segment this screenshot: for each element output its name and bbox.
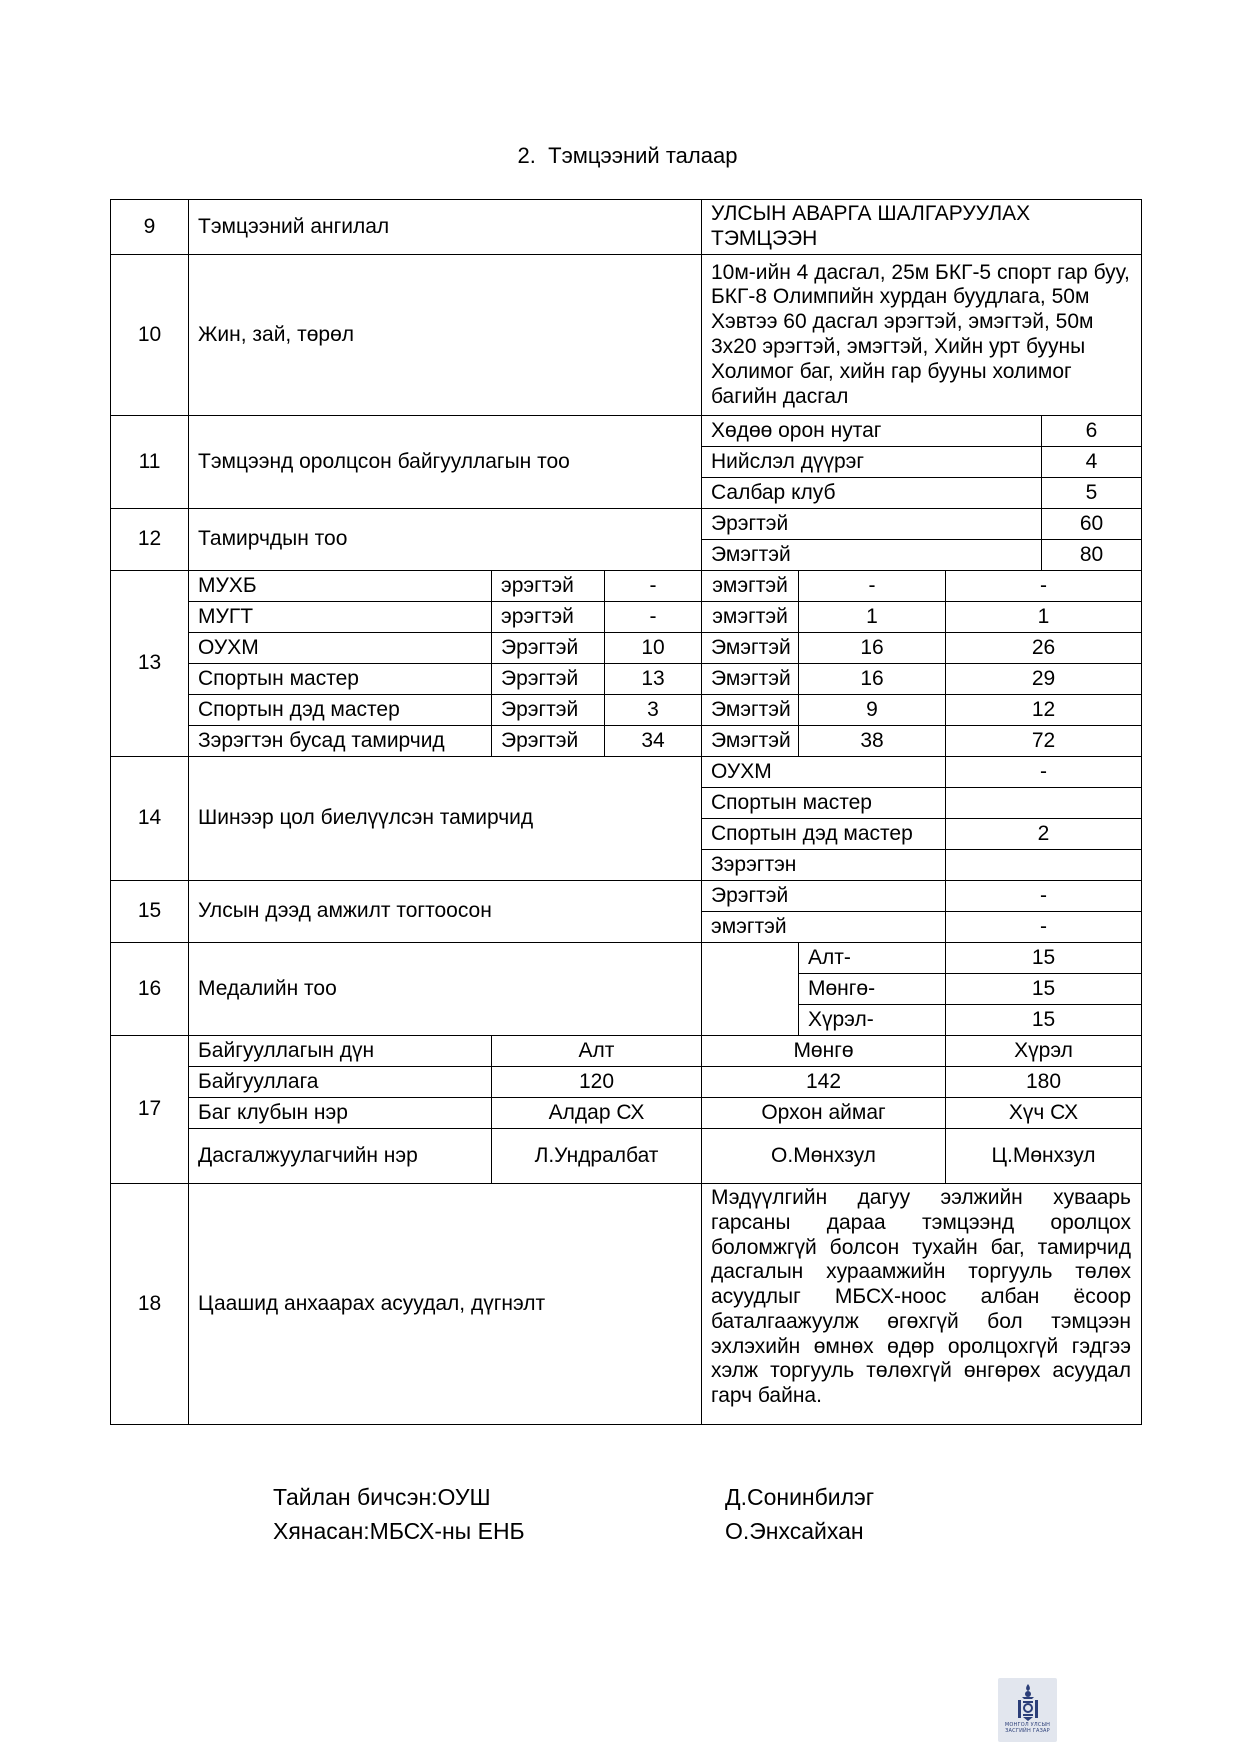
row-label: Цаашид анхаарах асуудал, дүгнэлт — [189, 1184, 702, 1425]
medal-label: Мөнгө- — [799, 974, 946, 1005]
female-count: 1 — [799, 602, 946, 633]
logo-text-line: МОНГОЛ УЛСЫН — [1004, 1722, 1051, 1728]
sub-item-label: Зэрэгтэн — [702, 850, 946, 881]
result-label: Баг клубын нэр — [189, 1098, 492, 1129]
rank-title: МУГТ — [189, 602, 492, 633]
male-count: 10 — [605, 633, 702, 664]
signature-name: О.Энхсайхан — [725, 1518, 864, 1544]
row-label: Улсын дээд амжилт тогтоосон — [189, 881, 702, 943]
sub-item-label: Салбар клуб — [702, 478, 1042, 509]
female-label: эмэгтэй — [702, 571, 799, 602]
sub-item-value: - — [946, 757, 1142, 788]
silver-cell: О.Мөнхзул — [702, 1129, 946, 1184]
sub-item-value: 5 — [1042, 478, 1142, 509]
silver-cell: Мөнгө — [702, 1036, 946, 1067]
table-row — [111, 1184, 1142, 1425]
table-row — [111, 1036, 1142, 1067]
row-label: Тэмцээний ангилал — [189, 200, 702, 255]
row-value: УЛСЫН АВАРГА ШАЛГАРУУЛАХ ТЭМЦЭЭН — [702, 200, 1142, 255]
logo-text-line: ЗАСГИЙН ГАЗАР — [1005, 1728, 1050, 1734]
row-label: Тэмцээнд оролцсон байгууллагын тоо — [189, 416, 702, 509]
row-label: Жин, зай, төрөл — [189, 255, 702, 416]
row-number: 15 — [111, 881, 189, 943]
bronze-cell: Хүч СХ — [946, 1098, 1142, 1129]
bronze-cell: Ц.Мөнхзул — [946, 1129, 1142, 1184]
row-label: Тамирчдын тоо — [189, 509, 702, 571]
female-count: 9 — [799, 695, 946, 726]
table-row — [111, 943, 1142, 974]
rank-title: Спортын мастер — [189, 664, 492, 695]
rank-title: ОУХМ — [189, 633, 492, 664]
government-logo — [998, 1678, 1057, 1742]
total-count: 12 — [946, 695, 1142, 726]
male-label: Эрэгтэй — [492, 664, 605, 695]
sub-item-label: Нийслэл дүүрэг — [702, 447, 1042, 478]
silver-cell: 142 — [702, 1067, 946, 1098]
sub-item-value: - — [946, 912, 1142, 943]
table-row — [111, 726, 1142, 757]
signature-role: Хянасан:МБСХ-ны ЕНБ — [273, 1518, 525, 1544]
section-title: Тэмцээний талаар — [548, 143, 738, 168]
female-count: - — [799, 571, 946, 602]
signature-row — [273, 1514, 874, 1548]
female-count: 16 — [799, 664, 946, 695]
row-number: 11 — [111, 416, 189, 509]
result-label: Байгууллагын дүн — [189, 1036, 492, 1067]
sub-item-value — [946, 788, 1142, 819]
sub-item-value: 2 — [946, 819, 1142, 850]
bronze-cell: 180 — [946, 1067, 1142, 1098]
competition-table — [110, 199, 1142, 1425]
medal-label: Алт- — [799, 943, 946, 974]
total-count: 29 — [946, 664, 1142, 695]
sub-item-value: 6 — [1042, 416, 1142, 447]
table-row — [111, 602, 1142, 633]
row-value: Мэдүүлгийн дагуу ээлжийн хуваарь гарсаны дараа тэмцээнд оролцох боломжгүй болсон тухайн баг, тамирчид дасгалын хураамжийн торгууль төлөх асуудлыг МБСХ-ноос албан ёсоор баталгаажуулж өгөхгүй бол тэмцээн эхлэхийн өмнөх өдөр оролцохгүй гэдгээ хэлж торгууль төлөхгүй өнгөрөх асуудал гарч байна. — [702, 1184, 1142, 1425]
sub-item-label: Эмэгтэй — [702, 540, 1042, 571]
row-number: 9 — [111, 200, 189, 255]
medal-count: 15 — [946, 1005, 1142, 1036]
male-label: Эрэгтэй — [492, 633, 605, 664]
medal-count: 15 — [946, 943, 1142, 974]
total-count: - — [946, 571, 1142, 602]
table-row — [111, 416, 1142, 447]
female-count: 16 — [799, 633, 946, 664]
result-label: Байгууллага — [189, 1067, 492, 1098]
table-row — [111, 881, 1142, 912]
female-label: Эмэгтэй — [702, 726, 799, 757]
female-label: Эмэгтэй — [702, 695, 799, 726]
row-label: Медалийн тоо — [189, 943, 702, 1036]
soyombo-emblem-icon — [1014, 1682, 1042, 1722]
sub-item-value: 60 — [1042, 509, 1142, 540]
silver-cell: Орхон аймаг — [702, 1098, 946, 1129]
sub-item-label: Эрэгтэй — [702, 881, 946, 912]
signature-role: Тайлан бичсэн:ОУШ — [273, 1484, 491, 1510]
rank-title: Зэрэгтэн бусад тамирчид — [189, 726, 492, 757]
male-count: 3 — [605, 695, 702, 726]
row-number: 18 — [111, 1184, 189, 1425]
male-count: - — [605, 571, 702, 602]
row-number: 16 — [111, 943, 189, 1036]
signature-block — [273, 1480, 874, 1548]
male-label: Эрэгтэй — [492, 726, 605, 757]
bronze-cell: Хүрэл — [946, 1036, 1142, 1067]
table-row — [111, 695, 1142, 726]
sub-item-label: Хөдөө орон нутаг — [702, 416, 1042, 447]
sub-item-value: - — [946, 881, 1142, 912]
section-heading — [0, 143, 1241, 169]
sub-item-label: Эрэгтэй — [702, 509, 1042, 540]
male-count: - — [605, 602, 702, 633]
table-row — [111, 1098, 1142, 1129]
table-row — [111, 633, 1142, 664]
gold-cell: Л.Ундралбат — [492, 1129, 702, 1184]
blank-cell — [702, 943, 799, 1036]
female-label: Эмэгтэй — [702, 633, 799, 664]
table-row — [111, 509, 1142, 540]
table-row — [111, 664, 1142, 695]
table-row — [111, 255, 1142, 416]
male-label: эрэгтэй — [492, 602, 605, 633]
table-row — [111, 757, 1142, 788]
medal-label: Хүрэл- — [799, 1005, 946, 1036]
male-label: эрэгтэй — [492, 571, 605, 602]
female-label: эмэгтэй — [702, 602, 799, 633]
table-row — [111, 200, 1142, 255]
row-number: 14 — [111, 757, 189, 881]
row-number: 13 — [111, 571, 189, 757]
table-row — [111, 571, 1142, 602]
signature-row — [273, 1480, 874, 1514]
sub-item-value — [946, 850, 1142, 881]
medal-count: 15 — [946, 974, 1142, 1005]
sub-item-label: Спортын дэд мастер — [702, 819, 946, 850]
sub-item-value: 4 — [1042, 447, 1142, 478]
sub-item-label: эмэгтэй — [702, 912, 946, 943]
signature-name: Д.Сонинбилэг — [725, 1484, 875, 1510]
table-row — [111, 1129, 1142, 1184]
gold-cell: Алт — [492, 1036, 702, 1067]
total-count: 72 — [946, 726, 1142, 757]
row-value: 10м-ийн 4 дасгал, 25м БКГ-5 спорт гар буу, БКГ-8 Олимпийн хурдан буудлага, 50м Хэвтээ 60 дасгал эрэгтэй, эмэгтэй, 50м 3х20 эрэгтэй, эмэгтэй, Хийн урт бууны Холимог баг, хийн гар бууны холимог багийн дасгал — [702, 255, 1142, 416]
female-label: Эмэгтэй — [702, 664, 799, 695]
sub-item-label: ОУХМ — [702, 757, 946, 788]
total-count: 26 — [946, 633, 1142, 664]
total-count: 1 — [946, 602, 1142, 633]
male-count: 13 — [605, 664, 702, 695]
row-label: Шинээр цол биелүүлсэн тамирчид — [189, 757, 702, 881]
row-number: 12 — [111, 509, 189, 571]
male-count: 34 — [605, 726, 702, 757]
male-label: Эрэгтэй — [492, 695, 605, 726]
rank-title: МУХБ — [189, 571, 492, 602]
gold-cell: Алдар СХ — [492, 1098, 702, 1129]
sub-item-value: 80 — [1042, 540, 1142, 571]
row-number: 10 — [111, 255, 189, 416]
gold-cell: 120 — [492, 1067, 702, 1098]
result-label: Дасгалжуулагчийн нэр — [189, 1129, 492, 1184]
section-number: 2. — [517, 143, 536, 168]
rank-title: Спортын дэд мастер — [189, 695, 492, 726]
sub-item-label: Спортын мастер — [702, 788, 946, 819]
table-row — [111, 1067, 1142, 1098]
row-number: 17 — [111, 1036, 189, 1184]
female-count: 38 — [799, 726, 946, 757]
